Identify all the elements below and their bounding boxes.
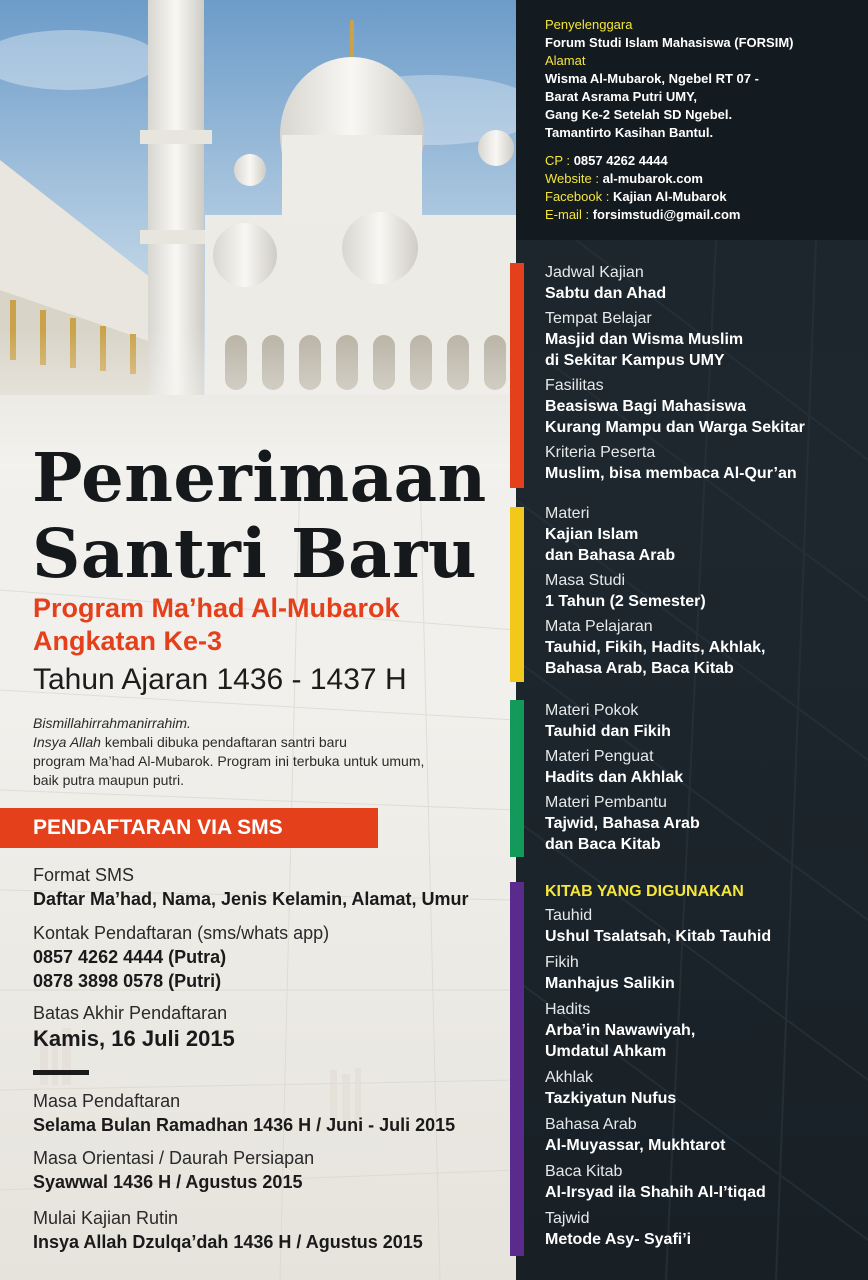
- kitab-akhlak-value: Tazkiyatun Nufus: [545, 1090, 677, 1107]
- materi-penguat-label: Materi Penguat: [545, 748, 654, 765]
- materi-pembantu-value-2: dan Baca Kitab: [545, 836, 661, 853]
- mapel-value-2: Bahasa Arab, Baca Kitab: [545, 660, 734, 677]
- intro-line-2: [33, 733, 493, 752]
- penyelenggara-value: Forum Studi Islam Mahasiswa (FORSIM): [545, 35, 794, 50]
- contact-block: [33, 922, 503, 993]
- sms-format-block: [33, 864, 503, 911]
- cp-label: CP :: [545, 153, 571, 168]
- email-label: E-mail :: [545, 207, 590, 222]
- registration-period-label: Masa Pendaftaran: [33, 1091, 181, 1111]
- fasilitas-value-2: Kurang Mampu dan Warga Sekitar: [545, 419, 805, 436]
- materi-value-2: dan Bahasa Arab: [545, 547, 676, 564]
- subtitle-line-2: Angkatan Ke-3: [33, 626, 223, 656]
- kitab-arab-value: Al-Muyassar, Mukhtarot: [545, 1137, 726, 1154]
- kitab-baca-label: Baca Kitab: [545, 1163, 623, 1180]
- jadwal-label: Jadwal Kajian: [545, 264, 644, 281]
- kitab-fikih-label: Fikih: [545, 954, 579, 971]
- sms-format-value: Daftar Ma’had, Nama, Jenis Kelamin, Alamat, Umur: [33, 889, 469, 909]
- kitab-tauhid-label: Tauhid: [545, 907, 593, 924]
- curriculum-section: [545, 503, 860, 679]
- alamat-line-2: Barat Asrama Putri UMY,: [545, 89, 697, 104]
- orientation-value: Syawwal 1436 H / Agustus 2015: [33, 1172, 303, 1192]
- penyelenggara-label: Penyelenggara: [545, 17, 633, 32]
- cp-value: 0857 4262 4444: [573, 153, 668, 168]
- materi-pokok-label: Materi Pokok: [545, 702, 639, 719]
- kitab-fikih-value: Manhajus Salikin: [545, 975, 675, 992]
- subtitle-line-1: Program Ma’had Al-Mubarok: [33, 593, 400, 623]
- alamat-line-3: Gang Ke-2 Setelah SD Ngebel.: [545, 107, 733, 122]
- jadwal-value: Sabtu dan Ahad: [545, 285, 667, 302]
- tempat-label: Tempat Belajar: [545, 310, 652, 327]
- materi-pembantu-label: Materi Pembantu: [545, 794, 667, 811]
- deadline-block: [33, 1002, 503, 1053]
- kitab-tajwid-value: Metode Asy- Syafi’i: [545, 1231, 692, 1248]
- start-label: Mulai Kajian Rutin: [33, 1208, 179, 1228]
- section-divider: [33, 1070, 89, 1075]
- masa-studi-label: Masa Studi: [545, 572, 626, 589]
- kitab-akhlak-label: Akhlak: [545, 1069, 594, 1086]
- deadline-label: Batas Akhir Pendaftaran: [33, 1003, 228, 1023]
- section-bar-green: [510, 700, 524, 857]
- intro-line-4: baik putra maupun putri.: [33, 772, 184, 788]
- website-label: Website :: [545, 171, 599, 186]
- contact-putri: 0878 3898 0578 (Putri): [33, 971, 222, 991]
- deadline-value: Kamis, 16 Juli 2015: [33, 1026, 235, 1051]
- kriteria-value: Muslim, bisa membaca Al-Qur’an: [545, 465, 797, 482]
- schedule-section: [545, 262, 860, 484]
- poster-title: [32, 440, 512, 592]
- kitab-baca-value: Al-Irsyad ila Shahih Al-I’tiqad: [545, 1184, 766, 1201]
- title-line-2: Santri Baru: [32, 514, 478, 593]
- kriteria-label: Kriteria Peserta: [545, 444, 656, 461]
- organizer-info: [545, 16, 860, 224]
- tempat-value-1: Masjid dan Wisma Muslim: [545, 331, 744, 348]
- contact-putra: 0857 4262 4444 (Putra): [33, 947, 227, 967]
- materi-penguat-value: Hadits dan Akhlak: [545, 769, 684, 786]
- intro-insya-allah: Insya Allah: [33, 734, 101, 750]
- kitab-hadits-label: Hadits: [545, 1001, 591, 1018]
- mapel-value-1: Tauhid, Fikih, Hadits, Akhlak,: [545, 639, 766, 656]
- academic-year: Tahun Ajaran 1436 - 1437 H: [33, 663, 407, 696]
- fasilitas-value-1: Beasiswa Bagi Mahasiswa: [545, 398, 746, 415]
- masa-studi-value: 1 Tahun (2 Semester): [545, 593, 706, 610]
- alamat-line-4: Tamantirto Kasihan Bantul.: [545, 125, 714, 140]
- kitab-tajwid-label: Tajwid: [545, 1210, 590, 1227]
- orientation-block: [33, 1147, 503, 1194]
- kitab-heading: KITAB YANG DIGUNAKAN: [545, 883, 744, 900]
- facebook-label: Facebook :: [545, 189, 610, 204]
- materials-section: [545, 700, 860, 855]
- sms-registration-banner: PENDAFTARAN VIA SMS: [0, 808, 378, 848]
- title-line-1: Penerimaan: [32, 438, 487, 517]
- materi-pembantu-value-1: Tajwid, Bahasa Arab: [545, 815, 700, 832]
- website-row: [545, 170, 860, 188]
- registration-period-block: [33, 1090, 503, 1137]
- materi-value-1: Kajian Islam: [545, 526, 639, 543]
- section-bar-red: [510, 263, 524, 488]
- kitab-hadits-value-1: Arba’in Nawawiyah,: [545, 1022, 696, 1039]
- section-bar-yellow: [510, 507, 524, 682]
- kitab-tauhid-value: Ushul Tsalatsah, Kitab Tauhid: [545, 928, 772, 945]
- kitab-hadits-value-2: Umdatul Ahkam: [545, 1043, 667, 1060]
- alamat-line-1: Wisma Al-Mubarok, Ngebel RT 07 -: [545, 71, 759, 86]
- mapel-label: Mata Pelajaran: [545, 618, 653, 635]
- intro-line-2-rest: kembali dibuka pendaftaran santri baru: [100, 734, 347, 750]
- intro-line-1: Bismillahirrahmanirrahim.: [33, 715, 191, 731]
- fasilitas-label: Fasilitas: [545, 377, 604, 394]
- email-row: [545, 206, 860, 224]
- email-value: forsimstudi@gmail.com: [592, 207, 741, 222]
- alamat-label: Alamat: [545, 53, 586, 68]
- contact-label: Kontak Pendaftaran (sms/whats app): [33, 923, 330, 943]
- sms-format-label: Format SMS: [33, 865, 135, 885]
- intro-paragraph: [33, 714, 493, 790]
- registration-period-value: Selama Bulan Ramadhan 1436 H / Juni - Juli 2015: [33, 1115, 456, 1135]
- intro-line-3: program Ma’had Al-Mubarok. Program ini terbuka untuk umum,: [33, 753, 425, 769]
- tempat-value-2: di Sekitar Kampus UMY: [545, 352, 725, 369]
- cp-row: [545, 152, 860, 170]
- kitab-section: [545, 881, 860, 1250]
- start-block: [33, 1207, 503, 1254]
- orientation-label: Masa Orientasi / Daurah Persiapan: [33, 1148, 315, 1168]
- kitab-arab-label: Bahasa Arab: [545, 1116, 637, 1133]
- program-subtitle: [33, 592, 513, 658]
- materi-pokok-value: Tauhid dan Fikih: [545, 723, 671, 740]
- mosque-illustration: [0, 0, 516, 470]
- website-value: al-mubarok.com: [602, 171, 703, 186]
- section-bar-purple: [510, 882, 524, 1256]
- start-value: Insya Allah Dzulqa’dah 1436 H / Agustus 2015: [33, 1232, 423, 1252]
- materi-label: Materi: [545, 505, 590, 522]
- facebook-row: [545, 188, 860, 206]
- facebook-value: Kajian Al-Mubarok: [612, 189, 727, 204]
